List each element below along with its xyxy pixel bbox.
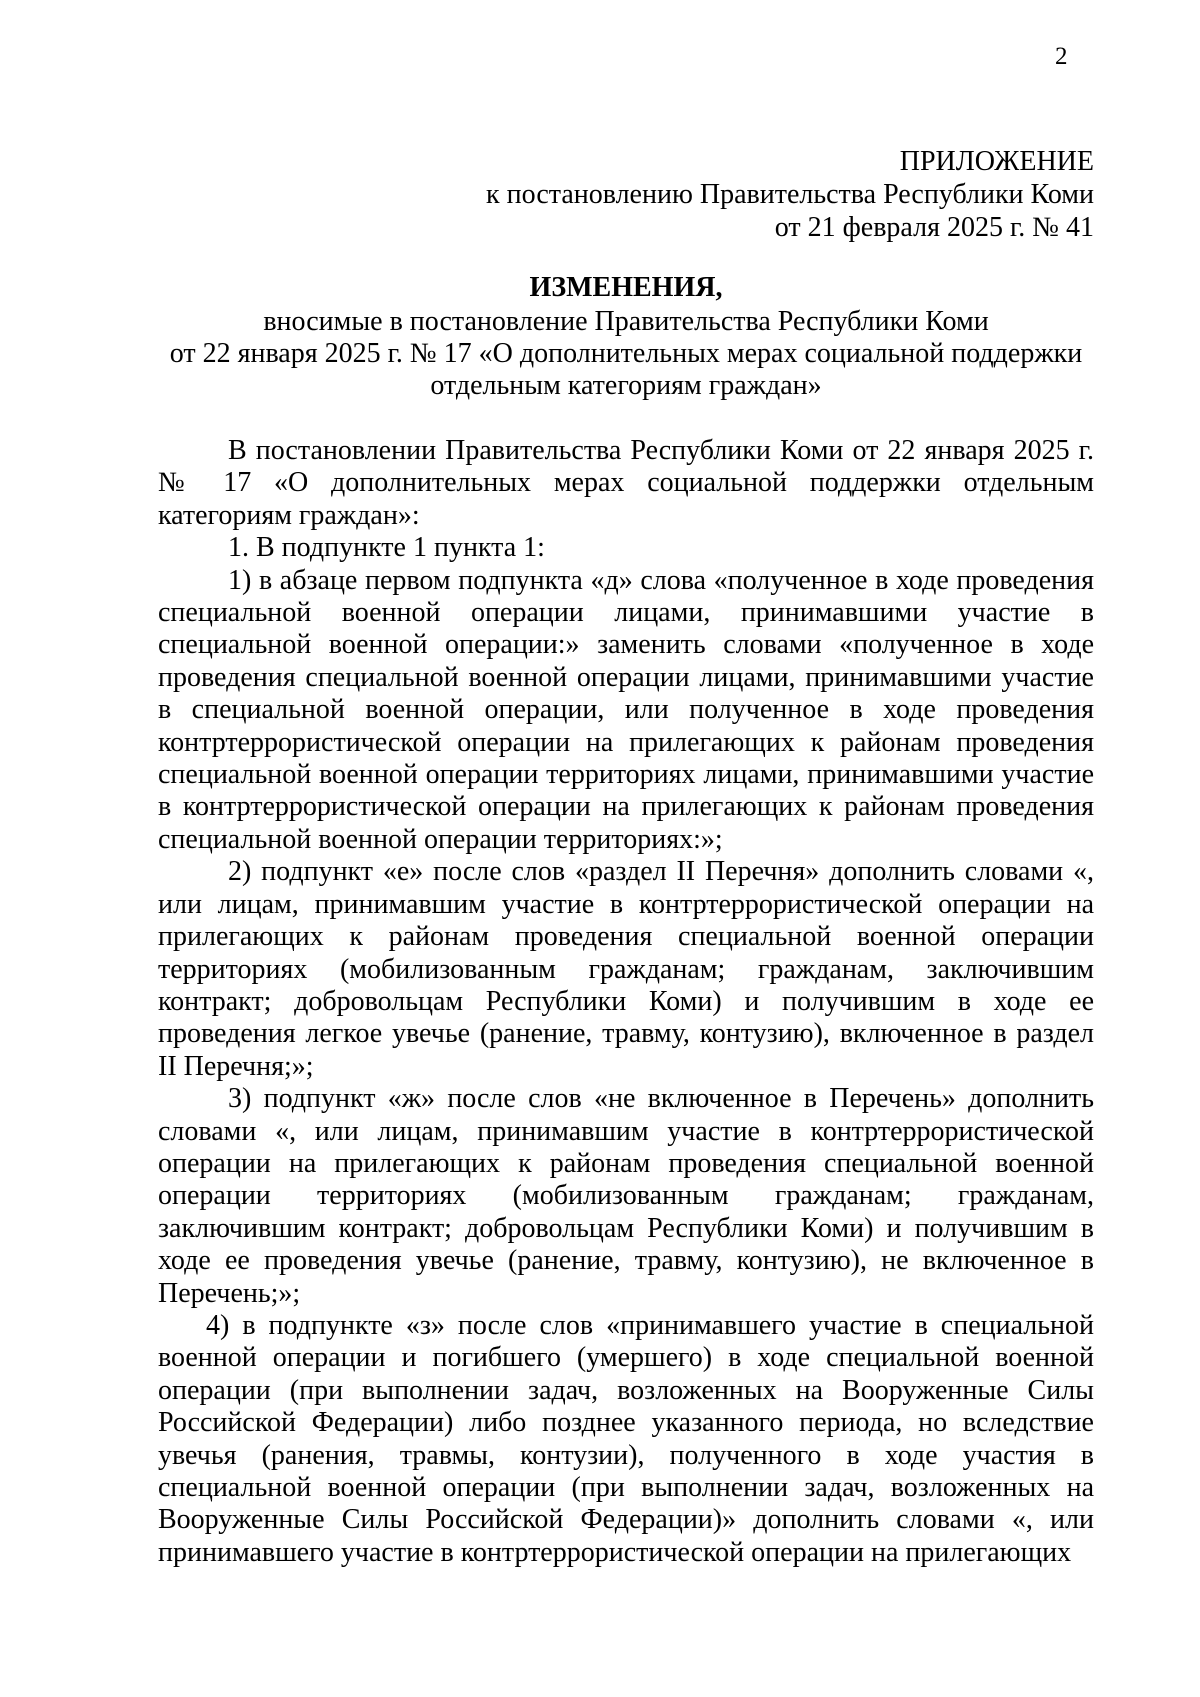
appendix-date: от 21 февраля 2025 г. № 41	[774, 212, 1094, 243]
appendix-resolution: к постановлению Правительства Республики Коми	[486, 179, 1094, 210]
heading-subtitle-line-2: от 22 января 2025 г. № 17 «О дополнительных мерах социальной поддержки	[169, 338, 1083, 369]
appendix-title: ПРИЛОЖЕНИЕ	[899, 146, 1094, 177]
document-body	[158, 435, 1094, 1569]
paragraph-subitem-3: 3) подпункт «ж» после слов «не включенное в Перечень» дополнить словами «, или лицам, принимавшим участие в контртеррористической операции на прилегающих к районам проведения специальной военной операции территориях (мобилизованным гражданам; гражданам, заключившим контракт; добровольцам Республики Коми) и получившим в ходе ее проведения увечье (ранение, травму, контузию), не включенное в Перечень;»;	[158, 1083, 1094, 1309]
paragraph-subitem-4: 4) в подпункте «з» после слов «принимавшего участие в специальной военной операции и погибшего (умершего) в ходе специальной военной операции (при выполнении задач, возложенных на Вооруженные Силы Российской Федерации) либо позднее указанного периода, но вследствие увечья (ранения, травмы, контузии), полученного в ходе участия в специальной военной операции (при выполнении задач, возложенных на Вооруженные Силы Российской Федерации)» дополнить словами «, или принимавшего участие в контртеррористической операции на прилегающих	[158, 1309, 1094, 1568]
paragraph-item-1: 1. В подпункте 1 пункта 1:	[228, 532, 545, 564]
paragraph-subitem-1: 1) в абзаце первом подпункта «д» слова «полученное в ходе проведения специальной военной операции лицами, принимавшими участие в специальной военной операции:» заменить словами «полученное в ходе проведения специальной военной операции лицами, принимавшими участие в специальной военной операции, или полученное в ходе проведения контртеррористической операции на прилегающих к районам проведения специальной военной операции территориях лицами, принимавшими участие в контртеррористической операции на прилегающих к районам проведения специальной военной операции территориях:»;	[158, 564, 1094, 855]
page-number: 2	[1055, 43, 1068, 70]
document-heading	[158, 272, 1094, 402]
appendix-block	[420, 145, 1094, 244]
paragraph-intro: В постановлении Правительства Республики Коми от 22 января 2025 г. № 17 «О дополнительных мерах социальной поддержки отдельным категориям граждан»:	[158, 435, 1094, 531]
heading-subtitle-line-3: отдельным категориям граждан»	[430, 370, 822, 401]
heading-subtitle-line-1: вносимые в постановление Правительства Республики Коми	[263, 306, 989, 337]
paragraph-subitem-2: 2) подпункт «е» после слов «раздел II Перечня» дополнить словами «, или лицам, принимавшим участие в контртеррористической операции на прилегающих к районам проведения специальной военной операции территориях (мобилизованным гражданам; гражданам, заключившим контракт; добровольцам Республики Коми) и получившим в ходе ее проведения легкое увечье (ранение, травму, контузию), включенное в раздел II Перечня;»;	[158, 856, 1094, 1082]
heading-title: ИЗМЕНЕНИЯ,	[529, 272, 723, 303]
